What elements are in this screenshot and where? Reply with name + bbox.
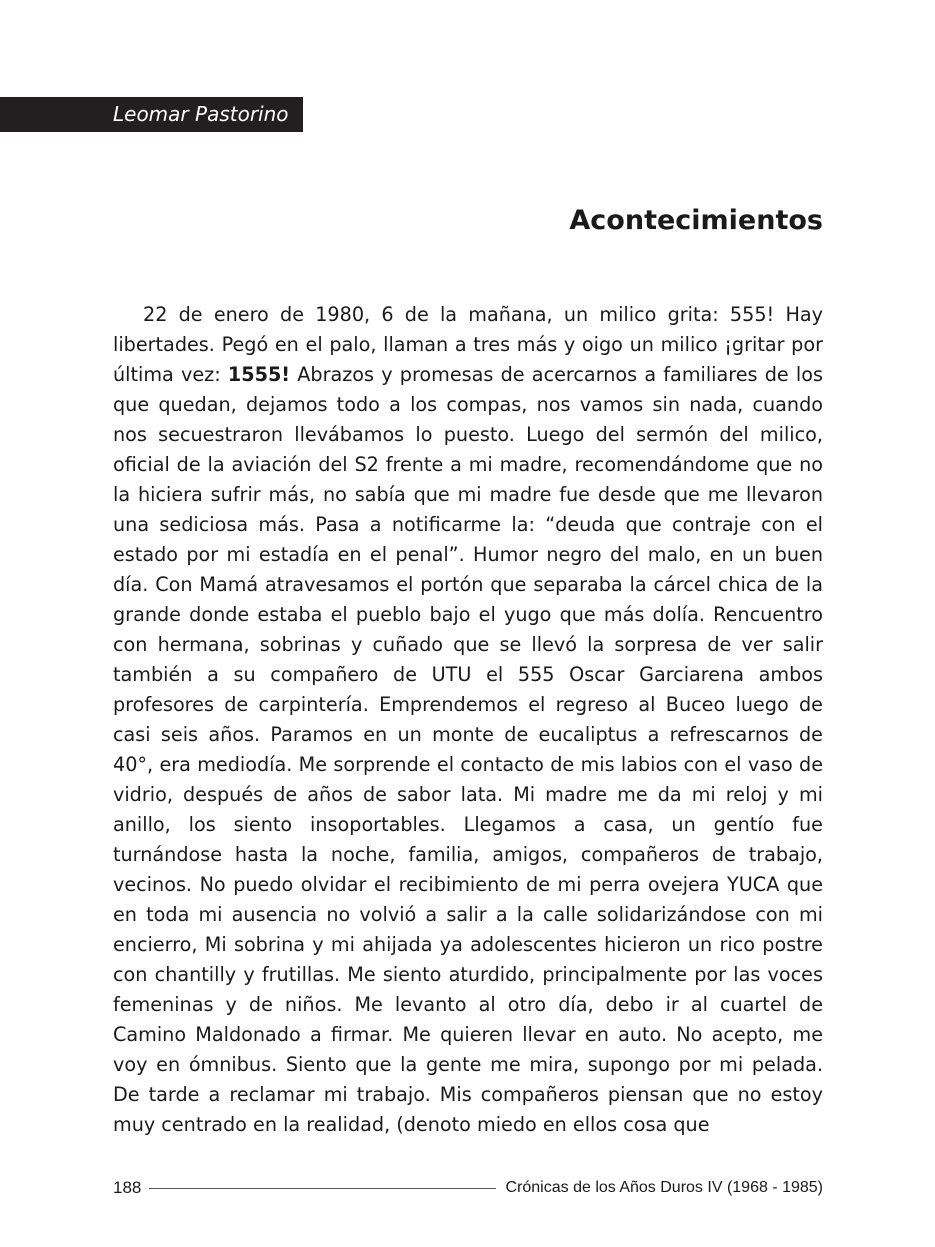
page-number: 188	[113, 1178, 142, 1197]
footer-divider-line	[149, 1188, 495, 1189]
chapter-title: Acontecimientos	[569, 205, 823, 236]
body-paragraph	[113, 300, 823, 1140]
page-footer	[113, 1174, 823, 1202]
author-name: Leomar Pastorino	[113, 102, 289, 126]
body-text-opening: 22 de enero de 1980, 6 de la mañana, un milico grita: 555! Hay libertades. Pegó en el palo, llaman a tres más y oigo un milico ¡gritar por última vez:	[113, 303, 823, 386]
body-text-bold-emphasis: 1555!	[227, 363, 291, 386]
book-title: Crónicas de los Años Duros IV (1968 - 1985)	[505, 1179, 823, 1196]
body-text-continuation: Abrazos y promesas de acercarnos a familiares de los que quedan, dejamos todo a los compas, nos vamos sin nada, cuando nos secuestraron llevábamos lo puesto. Luego del sermón del milico, oficial de la aviación del S2 frente a mi madre, recomendándome que no la hiciera sufrir más, no sabía que mi madre fue desde que me llevaron una sediciosa más. Pasa a notificarme la: “deuda que contraje con el estado por mi estadía en el penal”. Humor negro del malo, en un buen día. Con Mamá atravesamos el portón que separaba la cárcel chica de la grande donde estaba el pueblo bajo el yugo que más dolía. Rencuentro con hermana, sobrinas y cuñado que se llevó la sorpresa de ver salir también a su compañero de UTU el 555 Oscar Garciarena ambos profesores de carpintería. Emprendemos el regreso al Buceo luego de casi seis años. Paramos en un monte de eucaliptus a refrescarnos de 40°, era mediodía. Me sorprende el contacto de mis labios con el vaso de vidrio, después de años de sabor lata. Mi madre me da mi reloj y mi anillo, los siento insoportables. Llegamos a casa, un gentío fue turnándose hasta la noche, familia, amigos, compañeros de trabajo, vecinos. No puedo olvidar el recibimiento de mi perra ovejera YUCA que en toda mi ausencia no volvió a salir a la calle solidarizándose con mi encierro, Mi sobrina y mi ahijada ya adolescentes hicieron un rico postre con chantilly y frutillas. Me siento aturdido, principalmente por las voces femeninas y de niños. Me levanto al otro día, debo ir al cuartel de Camino Maldonado a firmar. Me quieren llevar en auto. No acepto, me voy en ómnibus. Siento que la gente me mira, supongo por mi pelada. De tarde a reclamar mi trabajo. Mis compañeros piensan que no estoy muy centrado en la realidad, (denoto miedo en ellos cosa que	[113, 363, 823, 1136]
author-header-bar	[0, 97, 303, 132]
